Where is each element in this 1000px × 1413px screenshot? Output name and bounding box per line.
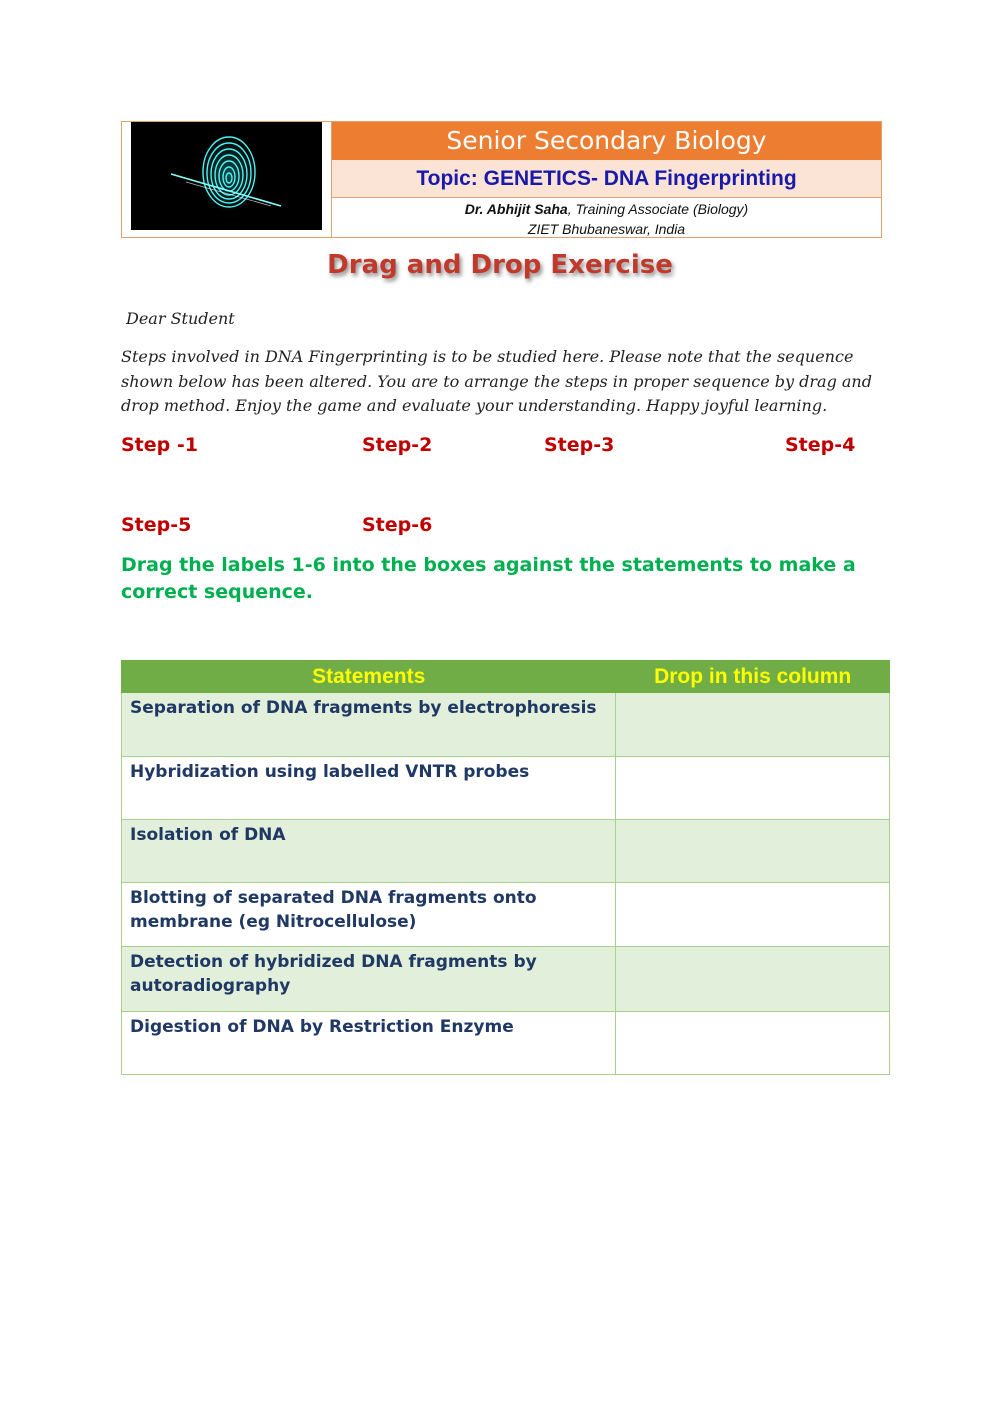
table-row bbox=[122, 883, 890, 947]
step-label-6[interactable]: Step-6 bbox=[362, 514, 433, 536]
drop-zone[interactable] bbox=[616, 883, 890, 947]
document-header bbox=[121, 121, 882, 238]
drop-zone[interactable] bbox=[616, 693, 890, 757]
author-info bbox=[332, 198, 881, 239]
drop-column-header: Drop in this column bbox=[616, 661, 890, 693]
author-name: Dr. Abhijit Saha bbox=[464, 201, 568, 217]
drop-zone[interactable] bbox=[616, 820, 890, 883]
step-label-2[interactable]: Step-2 bbox=[362, 434, 433, 456]
fingerprint-icon bbox=[131, 122, 322, 230]
statement-cell: Separation of DNA fragments by electrophoresis bbox=[122, 693, 616, 757]
topic-title: Topic: GENETICS- DNA Fingerprinting bbox=[332, 160, 881, 198]
greeting: Dear Student bbox=[126, 309, 235, 328]
table-row bbox=[122, 1012, 890, 1075]
intro-paragraph: Steps involved in DNA Fingerprinting is to be studied here. Please note that the sequence shown below has been altered. You are to arrange the steps in proper sequence by drag and drop method. Enjoy the game and evaluate your understanding. Happy joyful learning. bbox=[121, 347, 872, 415]
statements-table bbox=[121, 660, 890, 1075]
table-row bbox=[122, 820, 890, 883]
drop-zone[interactable] bbox=[616, 1012, 890, 1075]
step-label-4[interactable]: Step-4 bbox=[785, 434, 856, 456]
statement-cell: Digestion of DNA by Restriction Enzyme bbox=[122, 1012, 616, 1075]
statement-cell: Blotting of separated DNA fragments onto membrane (eg Nitrocellulose) bbox=[122, 883, 616, 947]
table-row bbox=[122, 947, 890, 1012]
table-row bbox=[122, 757, 890, 820]
drop-zone[interactable] bbox=[616, 757, 890, 820]
logo-box bbox=[122, 122, 332, 238]
statement-cell: Detection of hybridized DNA fragments by autoradiography bbox=[122, 947, 616, 1012]
statement-cell: Isolation of DNA bbox=[122, 820, 616, 883]
drop-zone[interactable] bbox=[616, 947, 890, 1012]
institution: ZIET Bhubaneswar, India bbox=[527, 221, 686, 237]
step-label-1[interactable]: Step -1 bbox=[121, 434, 198, 456]
author-role: , Training Associate (Biology) bbox=[567, 201, 749, 217]
course-title: Senior Secondary Biology bbox=[332, 122, 881, 160]
instruction-text: Drag the labels 1-6 into the boxes against the statements to make a correct sequence. bbox=[121, 554, 856, 603]
statement-cell: Hybridization using labelled VNTR probes bbox=[122, 757, 616, 820]
table-row bbox=[122, 693, 890, 757]
statements-header: Statements bbox=[122, 661, 616, 693]
exercise-title: Drag and Drop Exercise bbox=[327, 250, 673, 280]
step-label-3[interactable]: Step-3 bbox=[544, 434, 615, 456]
step-label-5[interactable]: Step-5 bbox=[121, 514, 192, 536]
